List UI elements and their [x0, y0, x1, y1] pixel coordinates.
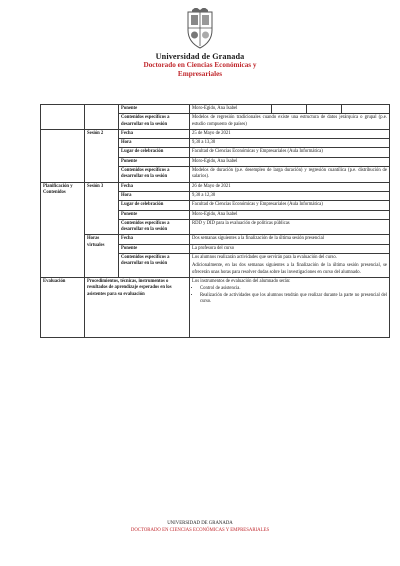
virtual-ponente: La profesora del curso [190, 244, 390, 253]
ponente-label: Ponente [119, 157, 190, 166]
session3-contenidos: RDD y DID para la evaluación de políticas públicas [190, 219, 390, 235]
session2-contenidos: Modelos de duración (p.e. desempleo de larga duración) y regresión cuantílica (p.e. distribución de salarios). [190, 167, 390, 183]
evaluacion-label: Evaluación [41, 277, 85, 337]
contenidos-label: Contenidos específicos a desarrollar en la sesión [119, 219, 190, 235]
program-name-line2: Empresariales [177, 70, 223, 78]
virtual-hours-label: Horas virtuales [85, 235, 119, 277]
footer-university: UNIVERSIDAD DE GRANADA [167, 521, 233, 526]
session3-label: Sesión 3 [85, 182, 119, 235]
ponente-label: Ponente [119, 210, 190, 219]
list-item: • Realización de actividades que los alumnos tendrán que realizar durante la parte no presencial del curso. [200, 293, 387, 306]
contenidos-value: Modelos de regresión tradicionales cuando existe una estructura de datos jerárquica o grupal (p.e. estudio compuesto de países) [190, 114, 390, 130]
session3-fecha: 26 de Mayo de 2021 [190, 182, 390, 191]
university-name: Universidad de Granada [155, 52, 245, 61]
section-label-planificacion: Planificación y Contenidos [41, 182, 85, 277]
contenidos-label: Contenidos específicos a desarrollar en la sesión [119, 114, 190, 130]
evaluacion-content [190, 277, 390, 337]
ponente-label: Ponente [119, 105, 190, 114]
table-row [41, 277, 390, 337]
lugar-label: Lugar de celebración [119, 148, 190, 157]
session3-lugar: Facultad de Ciencias Económicas y Empresariales (Aula Informática) [190, 201, 390, 210]
document-header [0, 8, 400, 79]
virtual-contenidos [190, 254, 390, 278]
session2-lugar: Facultad de Ciencias Económicas y Empresariales (Aula Informática) [190, 148, 390, 157]
empty-cell [41, 105, 85, 130]
empty-cell [342, 105, 390, 114]
ponente-value: Moro-Egido, Ana Isabel [190, 105, 272, 114]
lugar-label: Lugar de celebración [119, 201, 190, 210]
table-row [41, 105, 390, 114]
contenidos-label: Contenidos específicos a desarrollar en la sesión [119, 167, 190, 183]
virtual-contenidos-p1: Los alumnos realizarán actividades que servirán para la evaluación del curso. [192, 255, 337, 261]
empty-cell [85, 105, 119, 130]
university-crest-icon [180, 8, 220, 50]
footer-program: DOCTORADO EN CIENCIAS ECONÓMICAS Y EMPRESARIALES [130, 527, 270, 533]
ponente-label: Ponente [119, 244, 190, 253]
virtual-fecha: Dos semanas siguientes a la finalización de la última sesión presencial [190, 235, 390, 244]
table-row [41, 235, 390, 244]
table-row [41, 129, 390, 138]
table-row [41, 182, 390, 191]
course-details-table [40, 104, 390, 338]
evaluacion-list [192, 286, 387, 305]
empty-cell [272, 105, 307, 114]
fecha-label: Fecha [119, 235, 190, 244]
empty-cell [41, 129, 85, 182]
contenidos-label: Contenidos específicos a desarrollar en la sesión [119, 254, 190, 278]
document-footer [0, 521, 400, 534]
fecha-label: Fecha [119, 182, 190, 191]
evaluacion-procedures-label: Procedimientos, técnicas, instrumentos o resultados de aprendizaje esperados en los asistentes para su evaluación [85, 277, 190, 337]
session2-fecha: 25 de Mayo de 2021 [190, 129, 390, 138]
hora-label: Hora [119, 191, 190, 200]
empty-cell [307, 105, 342, 114]
hora-label: Hora [119, 139, 190, 148]
session3-ponente: Moro-Egido, Ana Isabel [190, 210, 390, 219]
list-item: • Control de asistencia. [200, 286, 387, 292]
fecha-label: Fecha [119, 129, 190, 138]
session2-label: Sesión 2 [85, 129, 119, 182]
program-name-line1: Doctorado en Ciencias Económicas y [143, 61, 257, 69]
session3-hora: 9,30 a 12,30 [190, 191, 390, 200]
session2-hora: 9,30 a 13,30 [190, 139, 390, 148]
evaluacion-intro: Los instrumentos de evaluación del alumnado serán: [192, 278, 291, 284]
session2-ponente: Moro-Egido, Ana Isabel [190, 157, 390, 166]
virtual-contenidos-p2: Adicionalmente, en las dos semanas siguientes a la finalización de la última sesión presencial, se ofrecerán unas horas para resolver dudas sobre las investigaciones en curso del alumnado. [192, 263, 387, 275]
